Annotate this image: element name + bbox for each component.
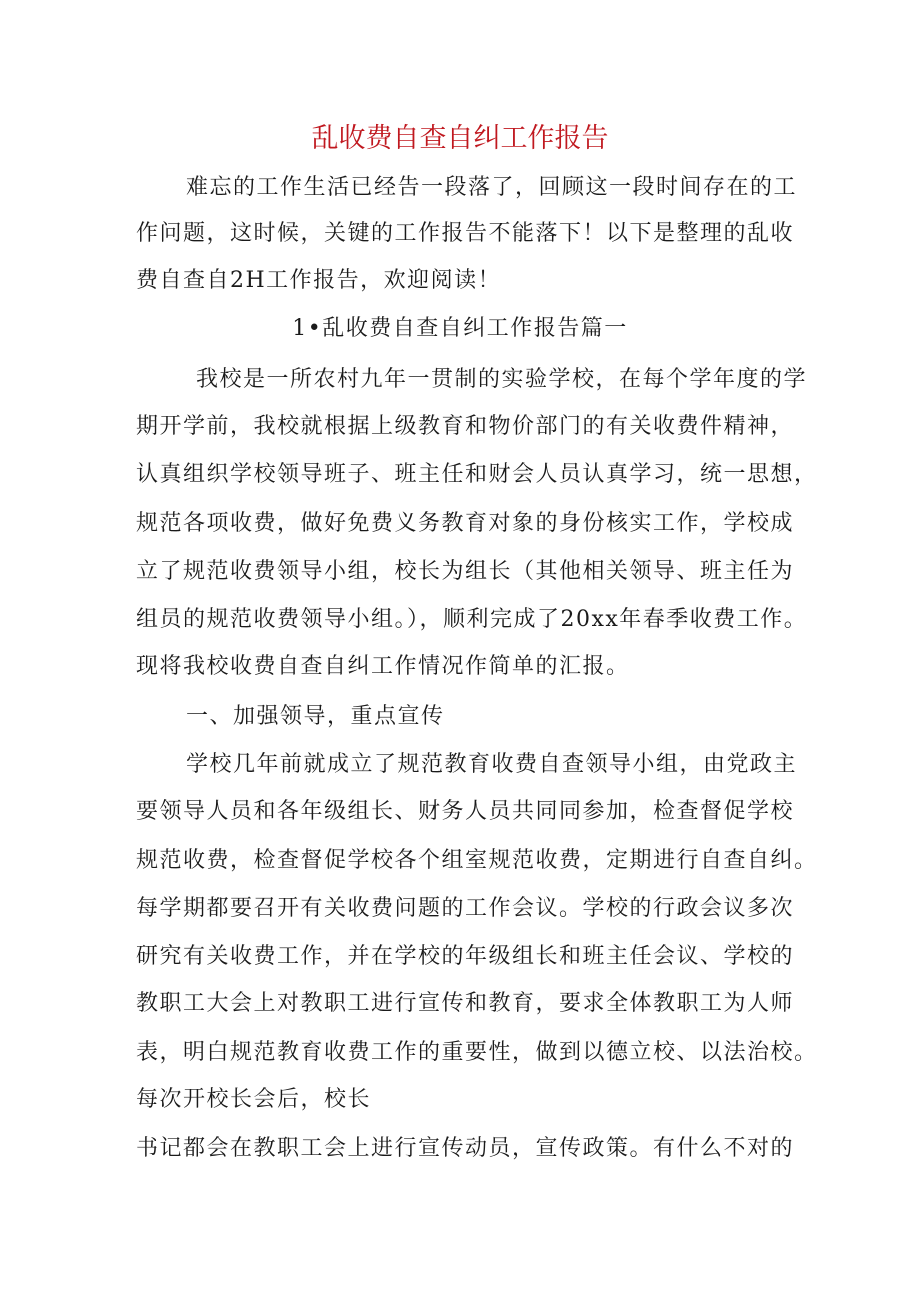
paragraph-line: 每次开校长会后，校长 xyxy=(136,1087,372,1112)
intro-line: 难忘的工作生活已经告一段落了，回顾这一段时间存在的工 xyxy=(186,175,798,200)
paragraph-line: 期开学前，我校就根据上级教育和物价部门的有关收费件精神， xyxy=(136,414,795,439)
intro-line: 费自查自2H工作报告，欢迎阅读！ xyxy=(136,268,502,293)
paragraph-line: 组员的规范收费领导小组。），顺利完成了20xx年春季收费工作。 xyxy=(136,607,808,632)
paragraph-line: 每学期都要召开有关收费问题的工作会议。学校的行政会议多次 xyxy=(136,896,795,921)
paragraph-line: 书记都会在教职工会上进行宣传动员，宣传政策。有什么不对的 xyxy=(136,1136,795,1161)
paragraph-line: 教职工大会上对教职工进行宣传和教育，要求全体教职工为人师 xyxy=(136,991,795,1016)
document-title: 乱收费自查自纠工作报告 xyxy=(311,123,609,154)
paragraph-line: 规范收费，检查督促学校各个组室规范收费，定期进行自查自纠。 xyxy=(136,848,818,873)
paragraph-line: 学校几年前就成立了规范教育收费自查领导小组，由党政主 xyxy=(186,752,798,777)
section-heading: 1•乱收费自查自纠工作报告篇一 xyxy=(292,316,628,341)
paragraph-line: 认真组织学校领导班子、班主任和财会人员认真学习，统一思想， xyxy=(136,462,818,487)
paragraph-line: 表，明白规范教育收费工作的重要性，做到以德立校、以法治校。 xyxy=(136,1040,818,1065)
paragraph-line: 现将我校收费自查自纠工作情况作简单的汇报。 xyxy=(136,654,630,679)
intro-line: 作问题，这时候，关键的工作报告不能落下！以下是整理的乱收 xyxy=(136,221,795,246)
section-subheading: 一、加强领导，重点宣传 xyxy=(186,704,445,729)
paragraph-line: 要领导人员和各年级组长、财务人员共同同参加，检查督促学校 xyxy=(136,799,795,824)
paragraph-line: 立了规范收费领导小组，校长为组长（其他相关领导、班主任为 xyxy=(136,559,795,584)
paragraph-line: 研究有关收费工作，并在学校的年级组长和班主任会议、学校的 xyxy=(136,944,795,969)
paragraph-line: 规范各项收费，做好免费义务教育对象的身份核实工作，学校成 xyxy=(136,511,795,536)
paragraph-line: 我校是一所农村九年一贯制的实验学校，在每个学年度的学 xyxy=(196,367,808,392)
